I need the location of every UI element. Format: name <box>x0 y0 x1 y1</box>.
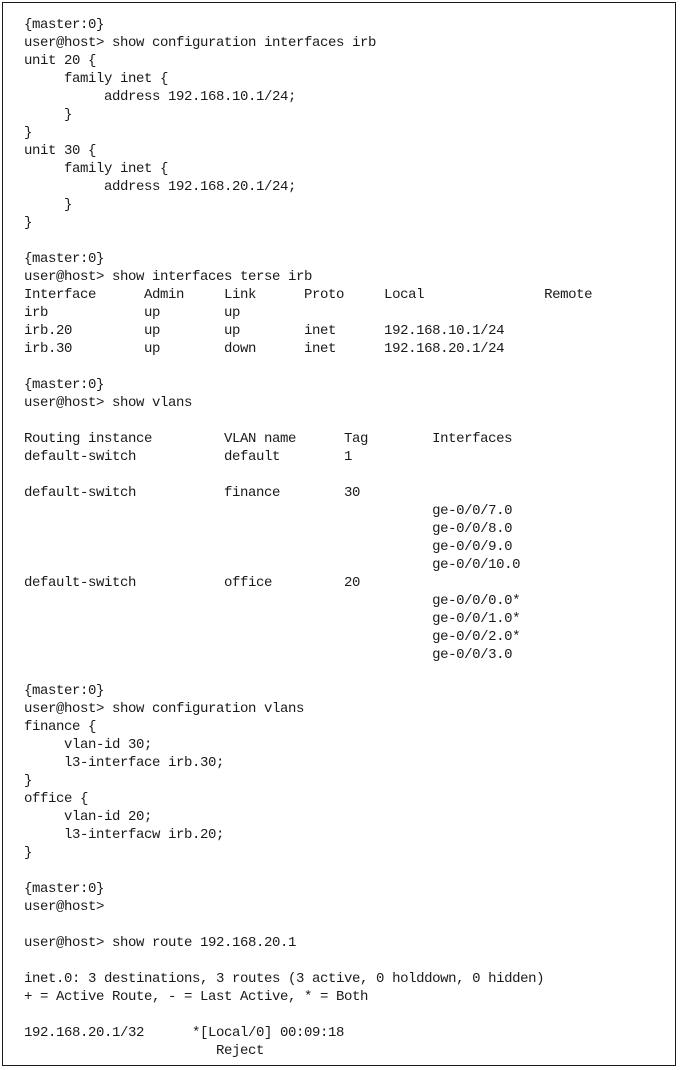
terminal-line: {master:0} <box>24 377 105 393</box>
terminal-line: l3-interface irb.30; <box>24 755 225 771</box>
terminal-line: default-switch default 1 <box>24 449 353 465</box>
terminal-line: family inet { <box>24 71 169 87</box>
terminal-line: irb.30 up down inet 192.168.20.1/24 <box>24 341 505 357</box>
terminal-line: ge-0/0/8.0 <box>24 521 513 537</box>
terminal-line <box>24 862 592 880</box>
terminal-line: {master:0} <box>24 251 105 267</box>
terminal-line <box>24 952 592 970</box>
terminal-line: {master:0} <box>24 17 105 33</box>
terminal-line: ge-0/0/2.0* <box>24 629 521 645</box>
terminal-line: vlan-id 30; <box>24 737 153 753</box>
terminal-line: user@host> show configuration vlans <box>24 701 305 717</box>
terminal-line: Interface Admin Link Proto Local Remote <box>24 287 593 303</box>
terminal-line: } <box>24 215 33 231</box>
terminal-line: ge-0/0/10.0 <box>24 557 521 573</box>
terminal-line <box>24 1006 592 1024</box>
terminal-line: irb.20 up up inet 192.168.10.1/24 <box>24 323 505 339</box>
terminal-line: finance { <box>24 719 97 735</box>
terminal-line: ge-0/0/3.0 <box>24 647 513 663</box>
terminal-line: default-switch office 20 <box>24 575 361 591</box>
terminal-line: ge-0/0/9.0 <box>24 539 513 555</box>
terminal-line: user@host> show vlans <box>24 395 193 411</box>
terminal-line: + = Active Route, - = Last Active, * = Both <box>24 989 369 1005</box>
terminal-line: user@host> show configuration interfaces irb <box>24 35 377 51</box>
terminal-line: family inet { <box>24 161 169 177</box>
terminal-line: irb up up <box>24 305 241 321</box>
terminal-line: l3-interfacw irb.20; <box>24 827 225 843</box>
terminal-line: address 192.168.10.1/24; <box>24 89 297 105</box>
terminal-line: ge-0/0/1.0* <box>24 611 521 627</box>
terminal-line: inet.0: 3 destinations, 3 routes (3 active, 0 holddown, 0 hidden) <box>24 971 545 987</box>
terminal-line: user@host> show interfaces terse irb <box>24 269 313 285</box>
terminal-line <box>24 664 592 682</box>
terminal-line <box>24 232 592 250</box>
terminal-line: vlan-id 20; <box>24 809 153 825</box>
terminal-line: ge-0/0/7.0 <box>24 503 513 519</box>
terminal-line: } <box>24 197 73 213</box>
terminal-line: } <box>24 845 33 861</box>
terminal-line <box>24 412 592 430</box>
terminal-line: ge-0/0/0.0* <box>24 593 521 609</box>
terminal-line: unit 30 { <box>24 143 97 159</box>
terminal-line: unit 20 { <box>24 53 97 69</box>
terminal-line: } <box>24 773 33 789</box>
terminal-line: user@host> show route 192.168.20.1 <box>24 935 297 951</box>
terminal-line: {master:0} <box>24 881 105 897</box>
terminal-line <box>24 358 592 376</box>
terminal-line: {master:0} <box>24 683 105 699</box>
terminal-line: office { <box>24 791 89 807</box>
terminal-line <box>24 466 592 484</box>
terminal-line: } <box>24 125 33 141</box>
terminal-line: default-switch finance 30 <box>24 485 361 501</box>
terminal-window <box>2 2 676 1066</box>
terminal-output <box>24 16 592 1060</box>
terminal-line: Routing instance VLAN name Tag Interfaces <box>24 431 513 447</box>
terminal-line: } <box>24 107 73 123</box>
terminal-line: Reject <box>24 1043 265 1059</box>
terminal-line: user@host> <box>24 899 105 915</box>
terminal-line: 192.168.20.1/32 *[Local/0] 00:09:18 <box>24 1025 345 1041</box>
terminal-line <box>24 916 592 934</box>
terminal-line: address 192.168.20.1/24; <box>24 179 297 195</box>
